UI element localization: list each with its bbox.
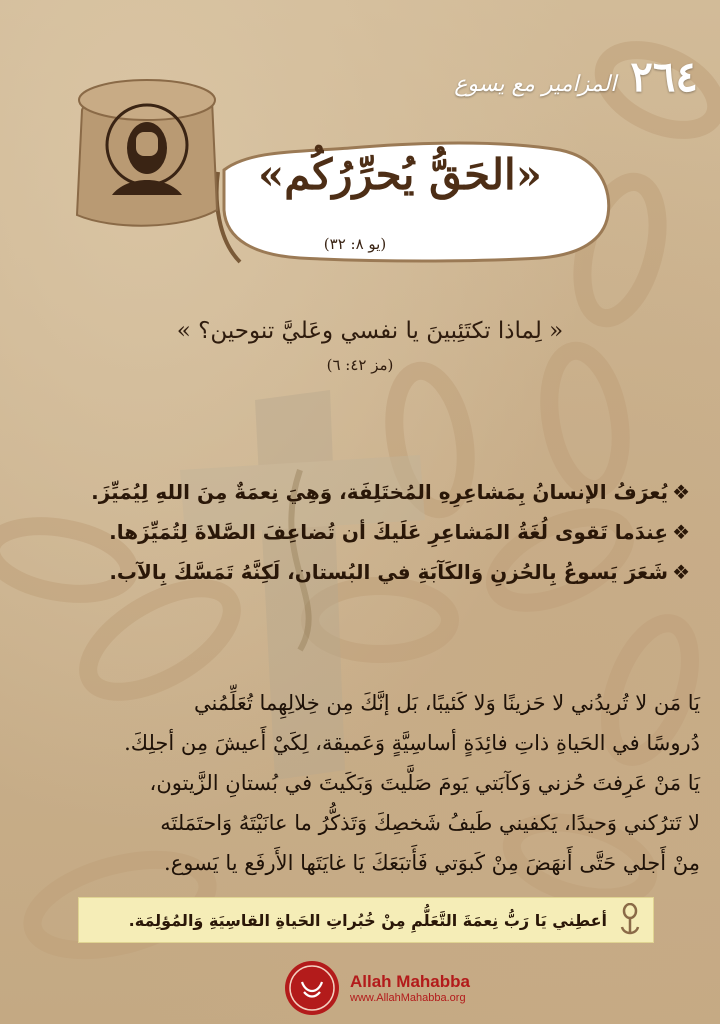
page-number: ٢٦٤ — [630, 52, 698, 101]
page-title: «الحَقُّ يُحرِّرُكُم» — [258, 150, 542, 199]
list-item: ❖يُعرَفُ الإنسانُ بِمَشاعِرِهِ المُختَلِفَة، وَهِيَ نِعمَةٌ مِنَ اللهِ لِيُمَيِّزَ. — [90, 472, 690, 512]
reflection-points — [90, 472, 690, 592]
prayer-line: لا تَترُكني وَحيدًا، يَكفيني طَيفُ شَخصِكَ وَتَذكُّرُ ما عانَيْتَهُ وَاحتَمَلتَه — [160, 811, 700, 835]
prayer-line: دُروسًا في الحَياةِ ذاتِ فائِدَةٍ أساسِيَّةٍ وَعَميقة، لِكَيْ أَعيشَ مِن أجلِكَ. — [124, 731, 700, 755]
series-title: المزامير مع يسوع — [454, 72, 617, 97]
allah-mahabba-logo — [284, 960, 340, 1016]
title-reference: (يو ٨: ٣٢) — [323, 235, 387, 253]
christ-icon — [72, 70, 222, 230]
chain-anchor-icon — [607, 898, 653, 942]
prayer-paragraph — [36, 683, 700, 883]
brand-name: Allah Mahabba — [350, 972, 470, 991]
list-item: ❖عِندَما تَقوى لُغَةُ المَشاعِرِ عَلَيكَ أن تُضاعِفَ الصَّلاةَ لِتُمَيِّزَها. — [90, 512, 690, 552]
diamond-bullet-icon: ❖ — [672, 480, 690, 504]
prayer-line: يَا مَنْ عَرِفتَ حُزني وَكآبَتي يَومَ صَلَّيتَ وَبَكَيتَ في بُستانِ الزَّيتون، — [149, 771, 700, 795]
brand-text — [350, 972, 470, 1004]
note-text: أعطِني يَا رَبُّ نِعمَةَ التَّعَلُّمِ مِنْ خُبُراتِ الحَياةِ القاسِيَةِ وَالمُؤلِمَة. — [128, 910, 607, 930]
diamond-bullet-icon: ❖ — [672, 520, 690, 544]
psalm-verse: « لِماذا تكتَئِبينَ يا نفسي وعَليَّ تنوحين؟ » — [176, 318, 564, 344]
page-header — [454, 52, 698, 101]
prayer-line: مِنْ أَجلي حَتَّى أَنهَضَ مِنْ كَبوَتي فَأَتبَعَكَ يَا غايَتَها الأَرفَع يا يَسوع. — [164, 851, 700, 875]
prayer-line: يَا مَن لا تُريدُني لا حَزينًا وَلا كَئيبًا، بَل إنَّكَ مِن خِلالِهِما تُعَلِّمُني — [193, 691, 700, 715]
footer-brand — [284, 960, 470, 1016]
verse-reference: (مز ٤٢: ٦) — [326, 356, 394, 374]
diamond-bullet-icon: ❖ — [672, 560, 690, 584]
resolution-note — [78, 897, 654, 943]
list-item: ❖شَعَرَ يَسوعُ بِالحُزنِ وَالكَآبَةِ في البُستان، لَكِنَّهُ تَمَسَّكَ بِالآب. — [90, 552, 690, 592]
website-link[interactable]: www.AllahMahabba.org — [350, 992, 466, 1004]
